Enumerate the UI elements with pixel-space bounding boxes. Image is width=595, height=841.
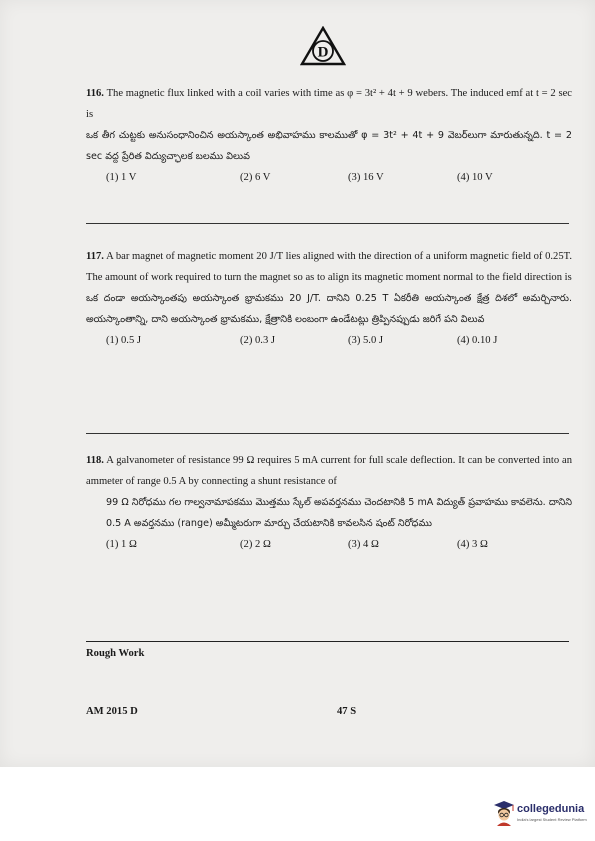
option-2[interactable]: (2) 2 Ω xyxy=(240,539,271,550)
question-number: 118. xyxy=(86,455,104,466)
divider xyxy=(86,223,569,224)
series-triangle-badge xyxy=(300,26,346,66)
options xyxy=(86,167,572,188)
question-117 xyxy=(86,246,572,351)
options xyxy=(86,534,572,555)
option-3[interactable]: (3) 4 Ω xyxy=(348,539,379,550)
question-116 xyxy=(86,83,572,188)
page-number: 47 S xyxy=(337,706,357,717)
brand-name: collegedunia xyxy=(517,803,585,815)
divider xyxy=(86,433,569,434)
series-code: D xyxy=(317,44,329,61)
rough-work-heading: Rough Work xyxy=(86,648,145,659)
question-number: 116. xyxy=(86,88,104,99)
question-text-te: ఒక తీగ చుట్టకు అనుసంధానించిన అయస్కాంత అభివాహము కాలముతో φ = 3t² + 4t + 9 వెబర్‌లుగా మారుతున్నది. t = 2 sec వద్ద ప్రేరిత విద్యుచ్ఛాలక బలము విలువ xyxy=(86,130,572,162)
option-3[interactable]: (3) 16 V xyxy=(348,172,384,183)
question-text-te: ఒక దండా అయస్కాంతపు అయస్కాంత భ్రామకము 20 J/T. దానిని 0.25 T ఏకరీతి అయస్కాంత క్షేత్ర దిశలో అమర్చినారు. అయస్కాంతాన్ని, దాని అయస్కాంత భ్రామకము, క్షేత్రానికి లంబంగా ఉండేటట్లు త్రిప్పినప్పుడు జరిగే పని విలువ xyxy=(86,293,572,325)
brand-tagline: India's largest Student Review Platform xyxy=(517,817,587,822)
option-1[interactable]: (1) 0.5 J xyxy=(106,335,142,346)
question-118 xyxy=(86,450,572,555)
option-4[interactable]: (4) 10 V xyxy=(457,172,493,183)
option-3[interactable]: (3) 5.0 J xyxy=(348,335,384,346)
question-number: 117. xyxy=(86,251,104,262)
option-4[interactable]: (4) 0.10 J xyxy=(457,335,498,346)
option-2[interactable]: (2) 6 V xyxy=(240,172,271,183)
footer-code: AM 2015 D xyxy=(86,706,138,717)
question-text-en: The magnetic flux linked with a coil varies with time as φ = 3t² + 4t + 9 webers. The induced emf at t = 2 sec is xyxy=(86,88,572,120)
option-4[interactable]: (4) 3 Ω xyxy=(457,539,488,550)
options xyxy=(86,330,572,351)
question-text-te: 99 Ω నిరోధము గల గాల్వనామాపకము మొత్తము స్కేల్ అపవర్తనము చెందటానికి 5 mA విద్యుత్ ప్రవాహము కావలెను. దానిని 0.5 A అవర్తనము (range) అమ్మీటరుగా మార్చు చేయటానికి కావలసిన షంట్ నిరోధము xyxy=(106,497,572,529)
option-1[interactable]: (1) 1 V xyxy=(106,172,137,183)
question-text-en: A bar magnet of magnetic moment 20 J/T lies aligned with the direction of a uniform magnetic field of 0.25T. The amount of work required to turn the magnet so as to align its magnetic moment normal to the field direction is xyxy=(86,251,572,283)
option-1[interactable]: (1) 1 Ω xyxy=(106,539,137,550)
question-text-en: A galvanometer of resistance 99 Ω requires 5 mA current for full scale deflection. It can be converted into an ammeter of range 0.5 A by connecting a shunt resistance of xyxy=(86,455,572,487)
collegedunia-logo[interactable] xyxy=(493,800,593,830)
rough-work-divider xyxy=(86,641,569,642)
student-mascot-icon xyxy=(493,800,515,826)
option-2[interactable]: (2) 0.3 J xyxy=(240,335,276,346)
